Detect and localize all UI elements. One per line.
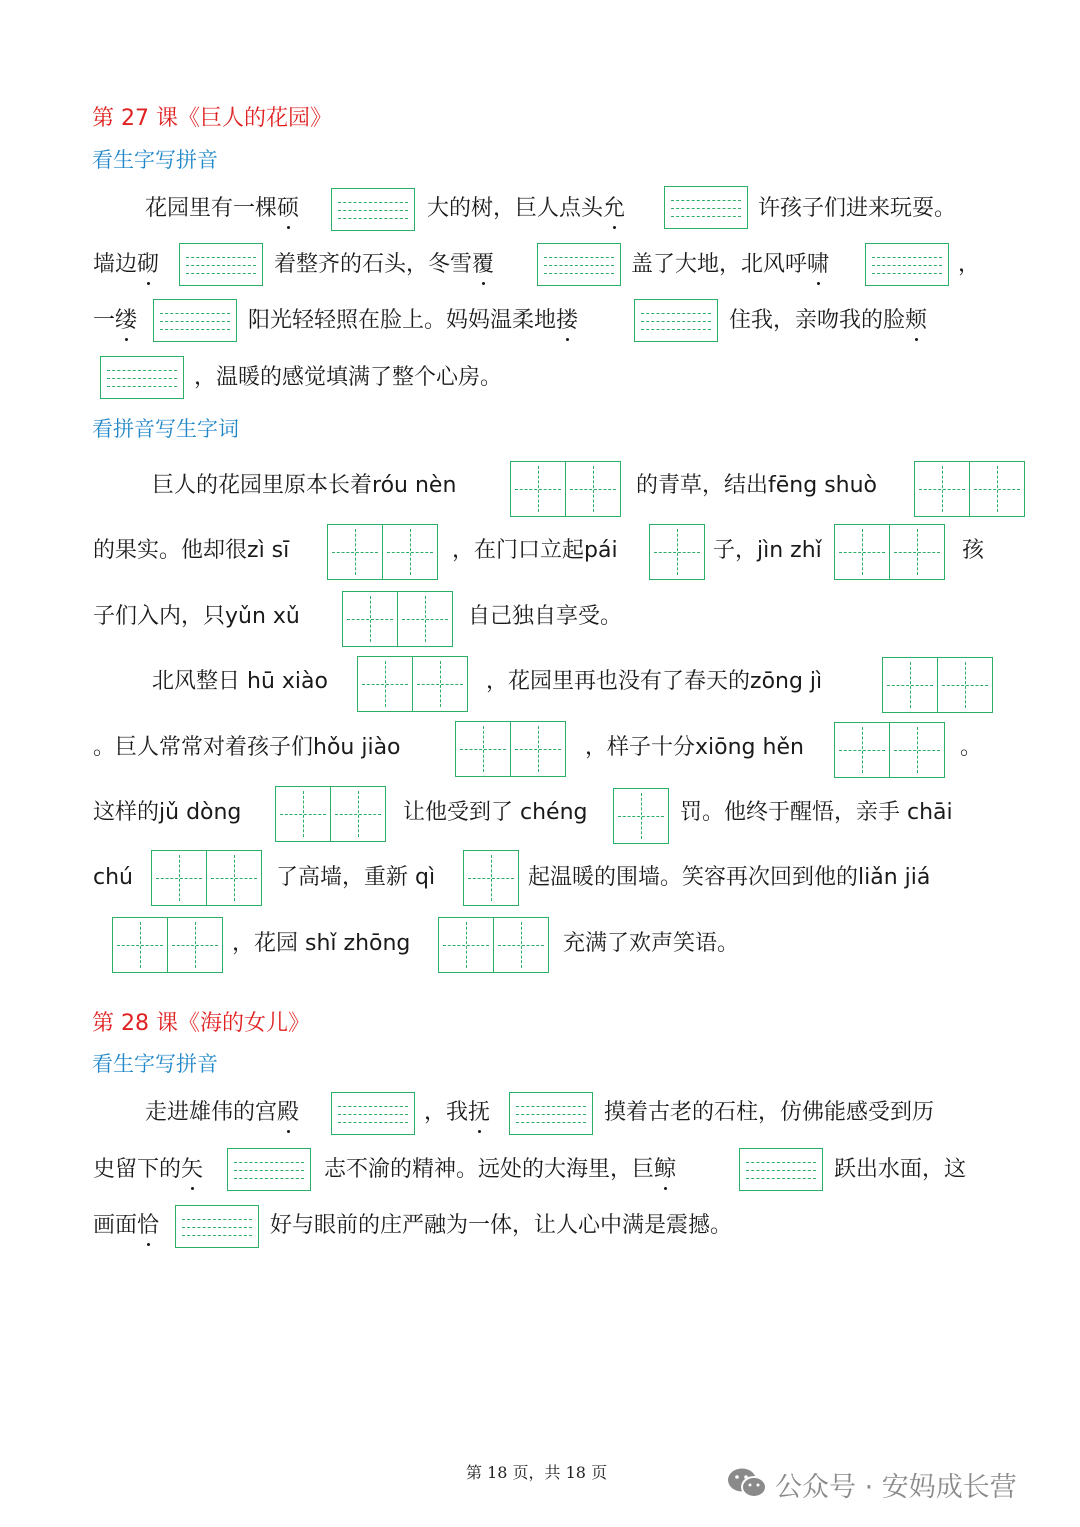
text-segment: 罚。他终于醒悟，亲手 chāi — [680, 800, 953, 825]
text-segment: 着整齐的石头，冬雪覆 — [274, 250, 494, 280]
dotted-char: 啸 — [807, 250, 829, 280]
dotted-char: 覆 — [472, 250, 494, 280]
lesson-28-title: 第 28 课《海的女儿》 — [92, 1011, 310, 1036]
pinyin-prompt: chéng — [520, 800, 588, 825]
text-segment: 大的树，巨人点头允 — [427, 194, 625, 224]
text-segment: 自己独自享受。 — [468, 604, 623, 629]
char-grid-2[interactable] — [914, 461, 1025, 517]
pinyin-answer-box[interactable] — [331, 188, 415, 231]
char-grid-1[interactable] — [463, 850, 519, 906]
text-segment: ，花园 shǐ zhōng — [232, 931, 411, 956]
pinyin-answer-box[interactable] — [739, 1148, 823, 1191]
text-segment: 阳光轻轻照在脸上。妈妈温柔地搂 — [248, 306, 578, 336]
char-grid-2[interactable] — [455, 721, 566, 777]
text-segment: 这样的jǔ dòng — [93, 800, 242, 825]
text-segment: 一缕 — [93, 306, 137, 336]
text-segment: 走进雄伟的宫殿 — [145, 1098, 299, 1128]
char-grid-1[interactable] — [649, 524, 705, 580]
char-grid-2[interactable] — [275, 786, 386, 842]
dotted-char: 搂 — [556, 306, 578, 336]
text-segment: 好与眼前的庄严融为一体，让人心中满是震撼。 — [270, 1213, 733, 1238]
text-segment: 许孩子们进来玩耍。 — [758, 196, 957, 221]
dotted-char: 恰 — [137, 1211, 159, 1241]
text-segment: 北风整日 hū xiào — [152, 669, 328, 694]
text-segment: 的果实。他却很zì sī — [93, 538, 290, 563]
section-pinyin-from-chars: 看生字写拼音 — [92, 1052, 218, 1076]
pinyin-prompt: róu nèn — [372, 473, 457, 498]
char-grid-2[interactable] — [834, 524, 945, 580]
text-segment: 子，jìn zhǐ — [713, 538, 822, 563]
char-grid-2[interactable] — [510, 461, 621, 517]
text-segment: 巨人的花园里原本长着róu nèn — [152, 473, 457, 498]
char-grid-2[interactable] — [882, 657, 993, 713]
pinyin-prompt: yǔn xǔ — [225, 604, 300, 629]
watermark-text: 公众号 · 安妈成长营 — [775, 1472, 1017, 1503]
pinyin-prompt: chú — [93, 865, 133, 890]
text-segment: 盖了大地，北风呼啸 — [631, 250, 829, 280]
char-grid-2[interactable] — [342, 591, 453, 647]
text-segment: ，温暖的感觉填满了整个心房。 — [194, 365, 503, 390]
pinyin-answer-box[interactable] — [537, 243, 621, 286]
text-segment: ，花园里再也没有了春天的zōng jì — [486, 669, 823, 694]
lesson-27-title: 第 27 课《巨人的花园》 — [92, 106, 332, 131]
text-segment: 子们入内，只yǔn xǔ — [93, 604, 300, 629]
dotted-char: 殿 — [277, 1098, 299, 1128]
pinyin-answer-box[interactable] — [153, 299, 237, 342]
char-grid-2[interactable] — [112, 917, 223, 973]
pinyin-prompt: liǎn jiá — [858, 865, 931, 890]
pinyin-prompt: jǔ dòng — [159, 800, 242, 825]
pinyin-prompt: jìn zhǐ — [757, 538, 822, 563]
char-grid-2[interactable] — [151, 850, 262, 906]
pinyin-prompt: fēng shuò — [768, 473, 878, 498]
pinyin-prompt: pái — [584, 538, 618, 563]
text-segment: 起温暖的围墙。笑容再次回到他的liǎn jiá — [528, 865, 931, 890]
char-grid-2[interactable] — [438, 917, 549, 973]
dotted-char: 缕 — [115, 306, 137, 336]
text-segment: 摸着古老的石柱，仿佛能感受到历 — [604, 1100, 935, 1125]
char-grid-2[interactable] — [357, 656, 468, 712]
text-segment: ， — [958, 252, 981, 277]
text-segment: 跃出水面，这 — [834, 1157, 967, 1182]
dotted-char: 允 — [603, 194, 625, 224]
text-segment: 孩 — [962, 538, 985, 563]
text-segment: 住我，亲吻我的脸颊 — [729, 306, 927, 336]
dotted-char: 硕 — [277, 194, 299, 224]
char-grid-2[interactable] — [327, 524, 438, 580]
pinyin-prompt: zōng jì — [750, 669, 823, 694]
text-segment: 史留下的矢 — [93, 1155, 203, 1185]
pinyin-answer-box[interactable] — [175, 1205, 259, 1248]
pinyin-answer-box[interactable] — [227, 1148, 311, 1191]
pinyin-prompt: chāi — [907, 800, 953, 825]
text-segment: ，样子十分xiōng hěn — [585, 735, 804, 760]
text-segment: 了高墙，重新 qì — [276, 865, 436, 890]
pinyin-answer-box[interactable] — [634, 299, 718, 342]
char-grid-1[interactable] — [613, 788, 669, 844]
pinyin-answer-box[interactable] — [664, 186, 748, 229]
pinyin-prompt: hǒu jiào — [313, 735, 401, 760]
section-chars-from-pinyin: 看拼音写生字词 — [92, 417, 239, 441]
pinyin-answer-box[interactable] — [331, 1092, 415, 1135]
dotted-char: 砌 — [137, 250, 159, 280]
text-segment: 充满了欢声笑语。 — [563, 931, 740, 956]
pinyin-answer-box[interactable] — [179, 243, 263, 286]
pinyin-prompt: qì — [415, 865, 436, 890]
text-segment: 画面恰 — [93, 1211, 159, 1241]
dotted-char: 鲸 — [654, 1155, 676, 1185]
pinyin-answer-box[interactable] — [865, 243, 949, 286]
text-segment: 的青草，结出fēng shuò — [636, 473, 878, 498]
dotted-char: 矢 — [181, 1155, 203, 1185]
section-pinyin-from-chars: 看生字写拼音 — [92, 148, 218, 172]
pinyin-prompt: shǐ zhōng — [305, 931, 411, 956]
text-segment: 。 — [960, 735, 983, 760]
text-segment: ，在门口立起pái — [452, 538, 618, 563]
text-segment: 。巨人常常对着孩子们hǒu jiào — [93, 735, 401, 760]
text-segment: ，我抚 — [424, 1098, 490, 1128]
dotted-char: 颊 — [905, 306, 927, 336]
wechat-icon — [727, 1466, 767, 1500]
char-grid-2[interactable] — [834, 722, 945, 778]
text-segment: 志不渝的精神。远处的大海里，巨鲸 — [324, 1155, 676, 1185]
pinyin-prompt: xiōng hěn — [695, 735, 804, 760]
text-segment: 花园里有一棵硕 — [145, 194, 299, 224]
pinyin-answer-box[interactable] — [509, 1092, 593, 1135]
text-segment: 让他受到了 chéng — [403, 800, 588, 825]
pinyin-prompt: zì sī — [247, 538, 290, 563]
pinyin-answer-box[interactable] — [100, 356, 184, 399]
text-segment: 墙边砌 — [93, 250, 159, 280]
dotted-char: 抚 — [468, 1098, 490, 1128]
page-number: 第 18 页，共 18 页 — [466, 1463, 608, 1482]
pinyin-prompt: hū xiào — [247, 669, 328, 694]
